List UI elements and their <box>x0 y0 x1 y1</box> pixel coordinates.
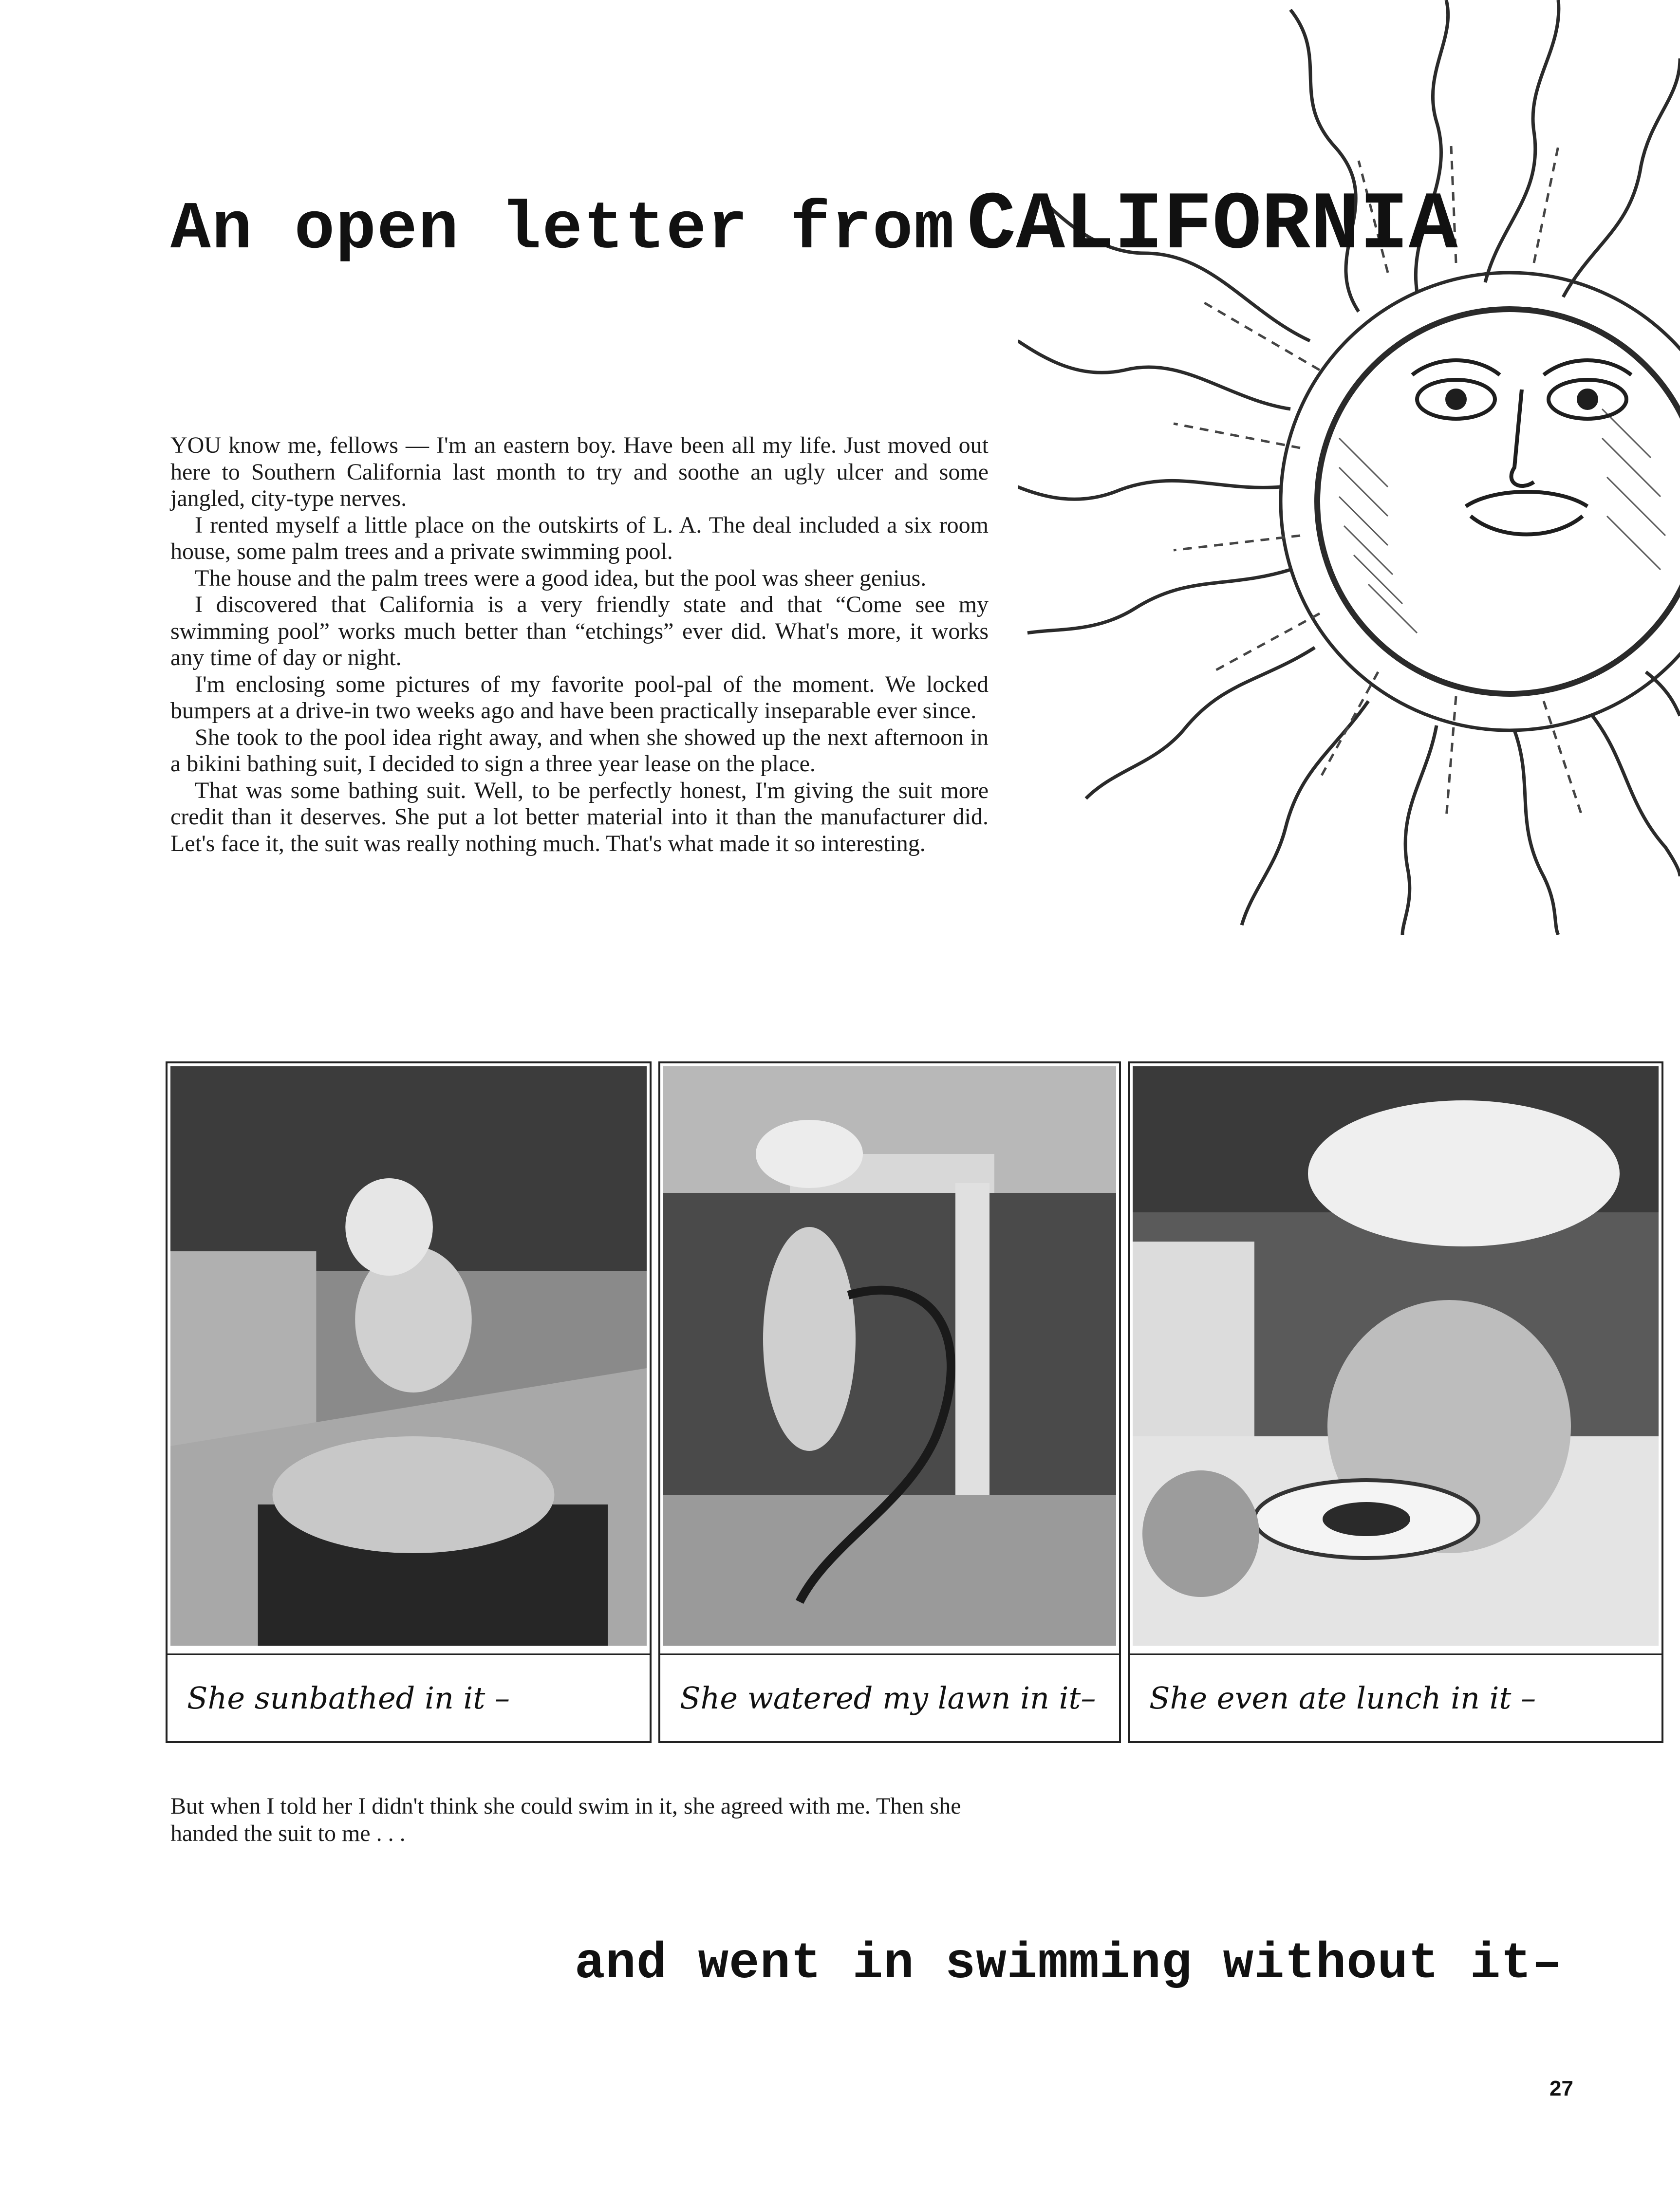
tagline: and went in swimming without it– <box>575 1935 1563 1993</box>
sun-illustration <box>1018 0 1680 935</box>
photo-caption: She watered my lawn in it– <box>660 1653 1119 1741</box>
page-title <box>170 180 1458 272</box>
closing-paragraph: But when I told her I didn't think she could swim in it, she agreed with me. Then she handed the suit to me . . . <box>170 1793 961 1846</box>
photo-lunch <box>1133 1066 1659 1646</box>
paragraph: The house and the palm trees were a good idea, but the pool was sheer genius. <box>195 565 927 591</box>
paragraph: I discovered that California is a very friendly state and that “Come see my swimming pool” works much better than “etchings” ever did. What's more, it works any time of day or night. <box>170 592 989 670</box>
photo-panel-watering <box>658 1061 1121 1743</box>
photo-caption: She even ate lunch in it – <box>1130 1653 1661 1741</box>
paragraph: I rented myself a little place on the outskirts of L. A. The deal included a six room house, some palm trees and a private swimming pool. <box>170 512 989 564</box>
paragraph: That was some bathing suit. Well, to be perfectly honest, I'm giving the suit more credit than it deserves. She put a lot better material into it than the manufacturer did. Let's face it, the suit was really nothing much. That's what made it so interesting. <box>170 777 989 856</box>
photo-strip <box>166 1061 1665 1745</box>
photo-watering <box>663 1066 1116 1646</box>
letter-body <box>170 432 989 857</box>
paragraph: I'm enclosing some pictures of my favorite pool-pal of the moment. We locked bumpers at a drive-in two weeks ago and have been practically inseparable ever since. <box>170 671 989 724</box>
title-emphasis: CALIFORNIA <box>967 180 1458 272</box>
photo-sunbathing <box>170 1066 647 1646</box>
title-lead: An open letter from <box>170 192 955 268</box>
photo-caption: She sunbathed in it – <box>168 1653 650 1741</box>
paragraph: YOU know me, fellows — I'm an eastern boy. Have been all my life. Just moved out here to Southern California last month to try and soothe an ugly ulcer and some jangled, city-type nerves. <box>170 432 989 511</box>
page-number: 27 <box>1549 2077 1573 2100</box>
photo-panel-sunbathing <box>166 1061 652 1743</box>
paragraph: She took to the pool idea right away, and when she showed up the next afternoon in a bikini bathing suit, I decided to sign a three year lease on the place. <box>170 724 989 777</box>
photo-panel-lunch <box>1128 1061 1663 1743</box>
